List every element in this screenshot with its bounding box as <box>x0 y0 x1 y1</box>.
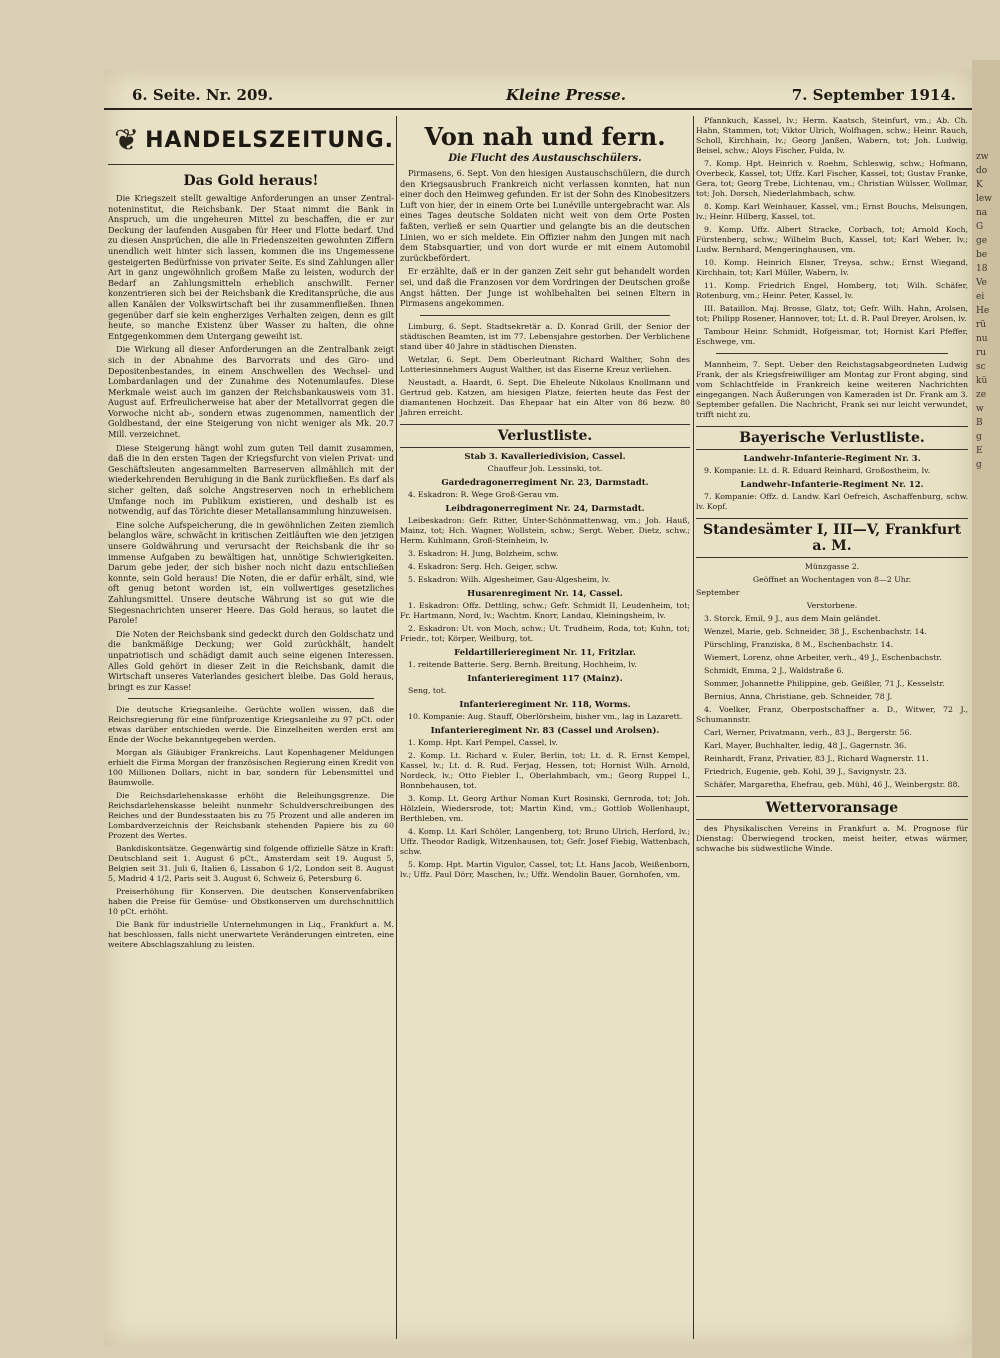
news-note: Wetzlar, 6. Sept. Dem Oberleutnant Richard Walther, Sohn des Lotteriesinnehmers August Walther, ist das Eiserne Kreuz verliehen. <box>400 354 690 374</box>
casualty-entry: Tambour Heinr. Schmidt, Hofgeismar, tot; Hornist Karl Pfeffer, Eschwege, vm. <box>696 327 968 346</box>
standesamt-title: Standesämter I, III—V, Frankfurt a. M. <box>702 522 962 554</box>
divider <box>128 698 374 699</box>
register-entry: Schmidt, Emma, 2 J., Waldstraße 6. <box>704 666 844 675</box>
verlustliste-header <box>400 424 690 448</box>
casualty-entry: 11. Komp. Friedrich Engel, Homberg, tot; Wilh. Schäfer, Rotenburg, vm.; Heinr. Peter, Kassel, lv. <box>696 281 968 300</box>
article-headline: Das Gold heraus! <box>183 173 319 189</box>
bayerische-verlustliste-title: Bayerische Verlustliste. <box>739 430 925 446</box>
article-paragraph: Die Wirkung all dieser Anforderungen an die Zentralbank zeigt sich in der Abnahme des Barvorrats und des Giro- und Depositenbestandes, in einem Anschwellen des Wechsel- und Lombardanlagen und der Zunahme des Notenumlaufes. Diese Merkmale weist auch im ganzen der Reichsbankausweis vom 31. August auf. Erfreulicherweise hat aber der Metallvorrat gegen die Vorwoche nicht ab-, sondern etwas zugenommen, namentlich der Goldbestand, der eine Steigerung von nicht weniger als Mk. 20.7 Mill. verzeichnet. <box>108 344 394 440</box>
standesamt-month: September <box>696 588 740 597</box>
register-entry: Karl, Mayer, Buchhalter, ledig, 48 J., Gagernstr. 36. <box>704 741 907 750</box>
section-headline: Von nah und fern. <box>424 122 666 151</box>
page-header <box>104 84 972 110</box>
column-rule <box>396 116 397 1339</box>
register-entry: Carl, Werner, Privatmann, verh., 83 J., Bergerstr. 56. <box>704 728 912 737</box>
section-masthead <box>108 116 394 165</box>
casualty-entry: 1. Komp. Hpt. Karl Pempel, Cassel, lv. <box>408 737 558 747</box>
unit-heading: Gardedragonerregiment Nr. 23, Darmstadt. <box>441 477 649 488</box>
register-entry: Reinhardt, Franz, Privatier, 83 J., Richard Wagnerstr. 11. <box>704 754 929 763</box>
casualty-entry: 10. Kompanie: Aug. Stauff, Oberlörsheim, bisher vm., lag in Lazarett. <box>408 711 683 721</box>
register-entry: 4. Voelker, Franz, Oberpostschaffner a. D., Witwer, 72 J., Schumannstr. <box>696 705 968 724</box>
casualty-entry: III. Bataillon. Maj. Brosse, Glatz, tot; Gefr. Wilh. Hahn, Arolsen, tot; Philipp Rosener, Hannover, tot; Lt. d. R. Paul Dreyer, Arolsen, lv. <box>696 304 968 323</box>
standesamt-address: Münzgasse 2. <box>804 562 860 571</box>
casualty-entry: 10. Komp. Heinrich Elsner, Treysa, schw.; Ernst Wiegand, Kirchhain, tot; Karl Müller, Wabern, lv. <box>696 258 968 277</box>
register-entry: Sommer, Johannette Philippine, geb. Geißler, 71 J., Kesselstr. <box>704 679 945 688</box>
column-handelszeitung <box>108 116 394 1345</box>
column-lists <box>696 116 968 1345</box>
article-paragraph: Diese Steigerung hängt wohl zum guten Teil damit zusammen, daß die in den ersten Tagen der Kriegsfurcht von vielen Privat- und Geschäftsleuten angesammelten Barreserven allmählich mit der wiederkehrenden Beruhigung in die Bank zurückfließen. Es darf als sicher gelten, daß solche Angstreserven noch in erheblichem Umfange noch im Publikum existieren, und deshalb ist es notwendig, auf das Törichte dieser Metallansammlung hinzuweisen. <box>108 442 394 517</box>
page-date: 7. September 1914. <box>791 86 956 104</box>
unit-heading: Stab 3. Kavalleriedivision, Cassel. <box>464 451 626 462</box>
weather-forecast: des Physikalischen Vereins in Frankfurt a. M. Prognose für Dienstag: Überwiegend trocken, meist heiter, etwas wärmer, schwache bis südwestliche Winde. <box>696 824 968 853</box>
casualty-entry: Pfannkuch, Kassel, lv.; Herm. Kaatsch, Steinfurt, vm.; Ab. Ch. Hahn, Stammen, tot; Viktor Ulrich, Wolfhagen, schw.; Heinr. Rauch, Scholl, Kirchhain, lv.; Georg Janßen, Wabern, tot; Joh. Ludwig, Beisel, schw.; Aloys Fischer, Fulda, lv. <box>696 116 968 155</box>
news-note: Bankdiskontsätze. Gegenwärtig sind folgende offizielle Sätze in Kraft: Deutschland seit 1. August 6 pCt., Amsterdam seit 19. August 5, Belgien seit 31. Juli 6, Italien 6, Lissabon 6 1/2, London seit 8. August 5, Madrid 4 1/2, Paris seit 3. August 6, Schweiz 6, Petersburg 6. <box>108 844 394 884</box>
casualty-entry: 5. Eskadron: Wilh. Algesheimer, Gau-Algesheim, lv. <box>408 574 611 584</box>
register-entry: Pürschling, Franziska, 8 M., Eschenbachstr. 14. <box>704 640 894 649</box>
casualty-entry: 4. Eskadron: R. Wege Groß-Gerau vm. <box>408 489 559 499</box>
news-note: Morgan als Gläubiger Frankreichs. Laut Kopenhagener Meldungen erhielt die Firma Morgan der französischen Regierung einen Kredit von 100 Millionen Dollars, nicht in bar, sondern für Lebensmittel und Baumwolle. <box>108 748 394 788</box>
article-paragraph: Pirmasens, 6. Sept. Von den hiesigen Austauschschülern, die durch den Kriegsausbruch Frankreich nicht verlassen konnten, hat nun einer doch den Heimweg gefunden. Er ist der Sohn des Kinobesitzers Luft von hier, der in einem Orte bei Lunéville untergebracht war. Als eines Tages deutsche Soldaten nicht weit von dem Orte Posten faßten, verließ er sein Quartier und gelangte bis an die deutschen Linien, wo er sich meldete. Ein Offizier nahm den Jungen mit nach dem Stabsquartier, und von dort wurde er mit einem Automobil zurückbefördert. <box>400 168 690 263</box>
news-note: Die deutsche Kriegsanleihe. Gerüchte wollen wissen, daß die Reichsregierung für eine fünfprozentige Kriegsanleihe zu 97 pCt. oder etwas darüber entschieden werde. Die Einzelheiten werden erst am Ende der Woche bekanntgegeben werden. <box>108 705 394 745</box>
article-subhead: Die Flucht des Austauschschülers. <box>448 153 642 164</box>
casualty-entry: 5. Komp. Hpt. Martin Vigulor, Cassel, tot; Lt. Hans Jacob, Weißenborn, lv.; Uffz. Paul Dörr, Maschen, lv.; Uffz. Wendolin Bauer, Gornhofen, vm. <box>400 859 690 879</box>
casualty-entry: 4. Eskadron: Serg. Hch. Geiger, schw. <box>408 561 558 571</box>
article-paragraph: Er erzählte, daß er in der ganzen Zeit sehr gut behandelt worden sei, und daß die Franzosen vor dem Vordringen der Deutschen große Angst hätten. Der Junge ist wohlbehalten bei seinen Eltern in Pirmasens angekommen. <box>400 266 690 309</box>
wetter-title: Wettervoransage <box>765 800 899 816</box>
casualty-entry: 8. Komp. Karl Weinhauer, Kassel, vm.; Ernst Bouchs, Melsungen, lv.; Heinr. Hilberg, Kassel, tot. <box>696 202 968 221</box>
news-note: Preiserhöhung für Konserven. Die deutschen Konservenfabriken haben die Preise für Gemüse- und Obstkonserven um durchschnittlich 10 pCt. erhöht. <box>108 887 394 917</box>
verlustliste-title: Verlustliste. <box>497 427 593 444</box>
unit-heading: Feldartillerieregiment Nr. 11, Fritzlar. <box>454 647 636 658</box>
register-entry: Wenzel, Marie, geb. Schneider, 38 J., Eschenbachstr. 14. <box>704 627 927 636</box>
standesamt-hours: Geöffnet an Wochentagen von 8—2 Uhr. <box>752 575 912 584</box>
standesamt-label: Verstorbene. <box>806 601 858 610</box>
register-entry: Friedrich, Eugenie, geb. Kohl, 39 J., Savignystr. 23. <box>704 767 907 776</box>
unit-heading: Husarenregiment Nr. 14, Cassel. <box>467 588 623 599</box>
register-entry: 3. Storck, Emil, 9 J., aus dem Main geländet. <box>704 614 881 623</box>
unit-heading: Landwehr-Infanterie-Regiment Nr. 12. <box>740 480 924 490</box>
page-number: 6. Seite. Nr. 209. <box>132 86 274 104</box>
casualty-entry: 2. Eskadron: Ut. von Moch, schw.; Ut. Trudheim, Roda, tot; Kuhn, tot; Friedr., tot; Körper, Weilburg, tot. <box>400 623 690 643</box>
casualty-entry: 3. Komp. Lt. Georg Arthur Noman Kurt Rosinski, Gernroda, tot; Joh. Hölzlein, Wiedersrode, tot; Martin Kind, vm.; Gottlob Wollenhaupt, Berthleben, vm. <box>400 793 690 823</box>
column-rule <box>693 116 694 1339</box>
wetter-header <box>696 796 968 820</box>
news-note: Neustadt, a. Haardt, 6. Sept. Die Eheleute Nikolaus Knollmann und Gertrud geb. Katzen, am hiesigen Platze, feierten heute das Fest der diamantenen Hochzeit. Das Ehepaar hat ein Alter von 86 bezw. 80 Jahren erreicht. <box>400 377 690 417</box>
casualty-entry: Leibeskadron: Gefr. Ritter, Unter-Schönmattenwag, vm.; Joh. Hauß, Mainz, tot; Hch. Wagner, Wollstein, schw.; Sergt. Weber, Dietz, schw.; Herm. Kuhlmann, Groß-Steinheim, lv. <box>400 515 690 545</box>
casualty-entry: 3. Eskadron: H. Jung, Bolzheim, schw. <box>408 548 559 558</box>
register-entry: Bernius, Anna, Christiane, geb. Schneider, 78 J. <box>704 692 893 701</box>
adjacent-page-text: zw do K lew na G ge be 18 Ve ei He rü nu ru sc kü ze w B g E g <box>976 152 992 470</box>
column-von-nah-und-fern <box>400 116 690 1345</box>
section-title: HANDELSZEITUNG. <box>145 127 395 153</box>
casualty-entry: 1. reitende Batterie. Serg. Bernh. Breitung, Hochheim, lv. <box>408 659 637 669</box>
unit-heading: Infanterieregiment 117 (Mainz). <box>467 673 623 684</box>
divider <box>716 353 948 354</box>
divider <box>420 315 670 316</box>
ornament-icon: ❦ <box>114 122 140 158</box>
register-entry: Schäfer, Margaretha, Ehefrau, geb. Mühl, 46 J., Weinbergstr. 88. <box>704 780 960 789</box>
adjacent-page-edge <box>972 60 1000 1358</box>
article-paragraph: Eine solche Aufspeicherung, die in gewöhnlichen Zeiten ziemlich belanglos wäre, schwächt in kritischen Zeitläuften wie den jetzigen unsere Goldwährung und verursacht der Reichsbank die ihr so immense Aufgaben zu bewältigen hat, unnötige Schwierigkeiten. Darum gebe jeder, der sich bisher noch nicht dazu entschließen konnte, sein Gold heraus! Die Noten, die er dafür erhält, sind, wie oft genug betont worden ist, ein vollwertiges gesetzliches Zahlungsmittel. Unsere deutsche Währung ist so gut wie die Siegesnachrichten unserer Heere. Das Gold heraus, so lautet die Parole! <box>108 519 394 626</box>
newspaper-page <box>104 70 972 1345</box>
register-entry: Wiemert, Lorenz, ohne Arbeiter, verh., 49 J., Eschenbachstr. <box>704 653 942 662</box>
standesamt-header <box>696 518 968 558</box>
mannheim-note: Mannheim, 7. Sept. Ueber den Reichstagsabgeordneten Ludwig Frank, der als Kriegsfreiwilliger am Montag zur Front abging, sind vom Schlachtfelde in Frankreich keine weiteren Nachrichten eingegangen. Nach Äußerungen von Kameraden ist Dr. Frank am 3. September gefallen. Die Nachricht, Frank sei nur leicht verwundet, trifft nicht zu. <box>696 360 968 419</box>
news-note: Die Bank für industrielle Unternehmungen in Liq., Frankfurt a. M. hat beschlossen, falls nicht unerwartete Veränderungen eintreten, eine weitere Abschlagszahlung zu leisten. <box>108 920 394 950</box>
unit-heading: Infanterieregiment Nr. 118, Worms. <box>459 699 631 710</box>
article-paragraph: Die Kriegszeit stellt gewaltige Anforderungen an unser Zentral-noteninstitut, die Reichsbank. Der Staat nimmt die Bank in Anspruch, um die ungeheuren Mittel zu beschaffen, die er zur Deckung der laufenden Ausgaben für Heer und Flotte bedarf. Und zu diesen Ansprüchen, die alle in Friedenszeiten gewohnten Ziffern unendlich weit hinter sich lassen, kommen die ins Ungemessene gesteigerten Bedürfnisse von privater Seite. Es sind Zahlungen aller Art in ganz ungewöhnlich großem Maße zu leisten, wodurch der Bedarf an Zahlungsmitteln erheblich anschwillt. Ferner konzentrieren sich bei der Reichsbank die Kreditansprüche, die aus allen Kanälen der Volkswirtschaft bei ihr zusammenfließen. Ihnen gegenüber darf sie kein engherziges Verhalten zeigen, denn es gilt heute, so manche Existenz über Wasser zu halten, die ohne Entgegenkommen dem Untergang geweiht ist. <box>108 193 394 341</box>
article-paragraph: Die Noten der Reichsbank sind gedeckt durch den Goldschatz und die bankmäßige Deckung; wer Gold zurückhält, handelt unpatriotisch und schädigt damit auch seine eigenen Interessen. Alles Gold gehört in dieser Zeit in die Reichsbank, damit die Wirtschaft unseres Vaterlandes gesichert bleibe. Das Gold heraus, bringt es zur Kasse! <box>108 628 394 692</box>
casualty-entry: Seng, tot. <box>408 685 447 695</box>
casualty-entry: Chauffeur Joh. Lessinski, tot. <box>487 463 603 473</box>
unit-heading: Landwehr-Infanterie-Regiment Nr. 3. <box>743 454 921 464</box>
casualty-entry: 4. Komp. Lt. Karl Schöler, Langenberg, tot; Bruno Ulrich, Herford, lv.; Uffz. Theodor Radigk, Witzenhausen, tot; Gefr. Josef Fiebig, Wattenbach, schw. <box>400 826 690 856</box>
casualty-entry: 9. Kompanie: Lt. d. R. Eduard Reinhard, Großostheim, lv. <box>704 466 931 475</box>
casualty-entry: 1. Eskadron: Offz. Dettling, schw.; Gefr. Schmidt II, Leudenheim, tot; Fr. Hartmann, Nord, lv.; Wachtm. Knorr, Landau, Kleiningsheim, lv. <box>400 600 690 620</box>
news-note: Die Reichsdarlehenskasse erhöht die Beleihungsgrenze. Die Reichsdarlehenskasse beleiht nunmehr Schuldverschreibungen des Reiches und der Bundesstaaten bis zu 75 Prozent und alle anderen im Lombardverzeichnis der Reichsbank stehenden Papiere bis zu 60 Prozent des Wertes. <box>108 791 394 841</box>
unit-heading: Infanterieregiment Nr. 83 (Cassel und Arolsen). <box>430 725 660 736</box>
bayerische-verlustliste-header <box>696 426 968 450</box>
casualty-entry: 7. Kompanie: Offz. d. Landw. Karl Oefreich, Aschaffenburg, schw. lv. Kopf. <box>696 492 968 511</box>
casualty-entry: 7. Komp. Hpt. Heinrich v. Roehm, Schleswig, schw.; Hofmann, Overbeck, Kassel, tot; Uffz. Karl Fischer, Kassel, tot; Gustav Franke, Gera, tot; Georg Trebe, Lichtenau, vm.; Christian Wülsser, Wollmar, tot; Joh. Dorsch, Niederlahmbach, schw. <box>696 159 968 198</box>
news-note: Limburg, 6. Sept. Stadtsekretär a. D. Konrad Grill, der Senior der städtischen Beamten, ist im 77. Lebensjahre gestorben. Der Verblichene stand über 40 Jahre in städtischen Diensten. <box>400 321 690 351</box>
newspaper-title: Kleine Presse. <box>506 86 627 104</box>
casualty-entry: 2. Komp. Lt. Richard v. Euler, Berlin, tot; Lt. d. R. Ernst Kempel, Kassel, lv.; Lt. d. R. Rud. Ferjag, Hessen, tot; Hornist Wilh. Arnold, Nordeck, lv.; Otto Fiebler I., Oberlahmbach, vm.; Georg Ruppel I., Bonnbehausen, tot. <box>400 750 690 790</box>
unit-heading: Leibdragonerregiment Nr. 24, Darmstadt. <box>445 503 645 514</box>
casualty-entry: 9. Komp. Uffz. Albert Stracke, Corbach, tot; Arnold Koch, Fürstenberg, schw.; Wilhelm Buch, Kassel, tot; Karl Weber, lv.; Ludw. Bernhard, Mengeringhausen, vm. <box>696 225 968 254</box>
